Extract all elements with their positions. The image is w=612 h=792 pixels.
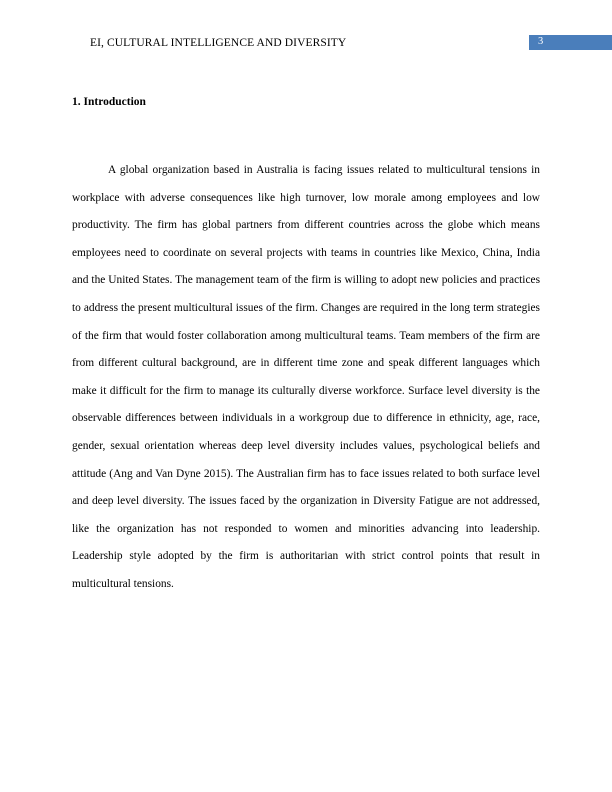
running-head: EI, CULTURAL INTELLIGENCE AND DIVERSITY (90, 37, 347, 49)
page-number-badge (529, 35, 612, 50)
section-heading: 1. Introduction (72, 96, 146, 108)
page-number: 3 (538, 36, 544, 47)
body-paragraph: A global organization based in Australia is facing issues related to multicultural tensions in workplace with adverse consequences like high turnover, low morale among employees and low productivity. The firm has global partners from different countries across the globe which means employees need to coordinate on several projects with teams in countries like Mexico, China, India and the United States. The management team of the firm is willing to adopt new policies and practices to address the present multicultural issues of the firm. Changes are required in the long term strategies of the firm that would foster collaboration among multicultural teams. Team members of the firm are from different cultural background, are in different time zone and speak different languages which make it difficult for the firm to manage its culturally diverse workforce. Surface level diversity is the observable differences between individuals in a workgroup due to difference in ethnicity, age, race, gender, sexual orientation whereas deep level diversity includes values, psychological beliefs and attitude (Ang and Van Dyne 2015). The Australian firm has to face issues related to both surface level and deep level diversity. The issues faced by the organization in Diversity Fatigue are not addressed, like the organization has not responded to women and minorities advancing into leadership. Leadership style adopted by the firm is authoritarian with strict control points that result in multicultural tensions. (72, 164, 540, 590)
